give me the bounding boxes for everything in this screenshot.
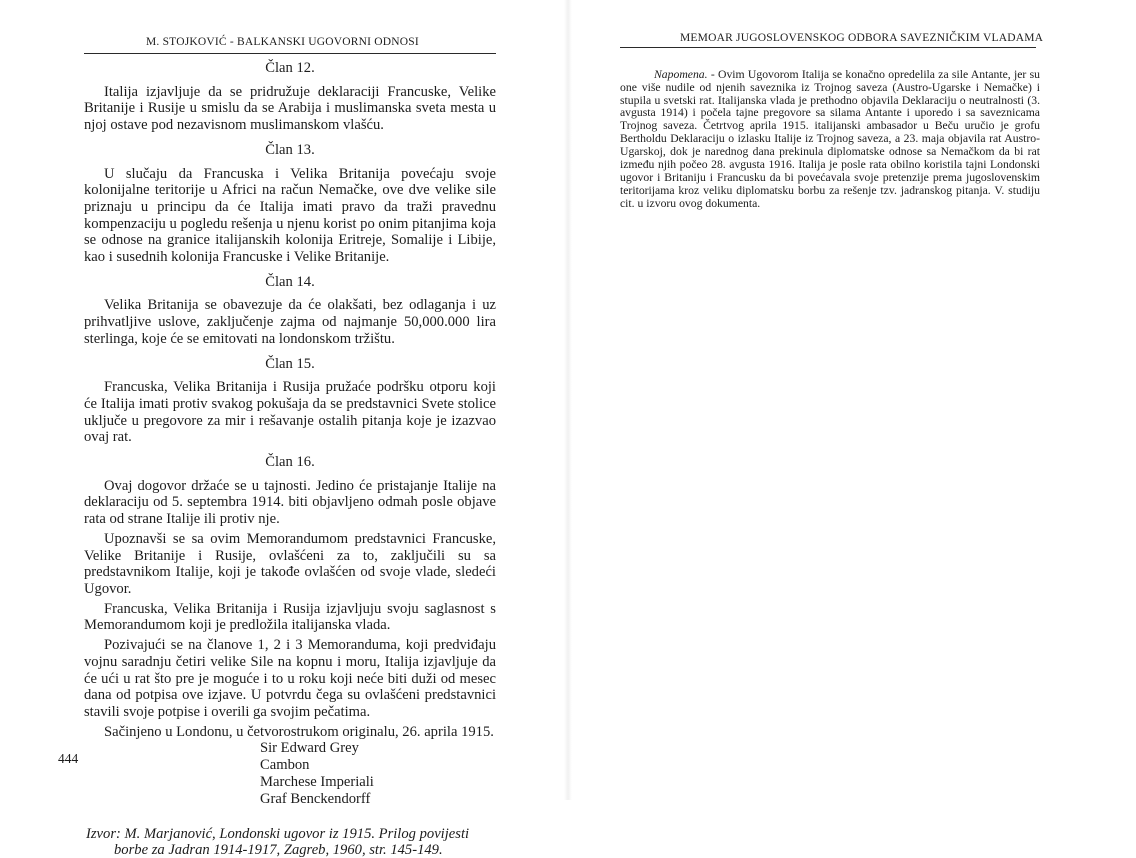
article-paragraph: Ovaj dogovor držaće se u tajnosti. Jedino će pristajanje Italije na deklaraciju od 5. septembra 1914. biti objavljeno odmah posle objave rata od strane Italije ili protiv nje. [84,477,496,528]
signing-date-line: Sačinjeno u Londonu, u četvorostrukom originalu, 26. aprila 1915. [104,723,494,740]
note-text: - Ovim Ugovorom Italija se konačno opredelila za sile Antante, jer su one više nudile od njenih saveznika iz Trojnog saveza (Austro-Ugarske i Nemačke) i stupila u svetski rat. Italijanska vlada je prethodno objavila Deklaraciju o neutralnosti (3. avgusta 1914) i počela tajne pregovore sa silama Antante i uporedo i sa saveznicama Trojnog saveza. Četrtvog aprila 1915. italijanski ambasador u Beču uručio je grofu Bertholdu Deklaraciju o izlasku Italije iz Trojnog saveza, a 23. maja objavila rat Austro-Ugarskoj, dok je narednog dana prekinula diplomatske odnose sa Nemačkom da bi rat između njih počeo 28. avgusta 1916. Italija je posle rata obilno koristila tajni Londonski ugovor i Britaniju i Francusku da bi povećavala svoje pretenzije prema jugoslovenskim teritorijama kroz veliku diplomatsku borbu za rešenje tzv. jadranskog pitanja. V. studiju cit. u izvoru ovog dokumenta. [620,67,1040,210]
note-label: Napomena. [654,67,708,81]
signatory: Marchese Imperiali [260,774,374,791]
article-heading: Član 13. [265,141,315,158]
source-citation: Izvor: M. Marjanović, Londonski ugovor iz 1915. Prilog povijesti borbe za Jadran 1914-1917, Zagreb, 1960, str. 145-149. [86,826,470,858]
signatory: Cambon [260,757,310,774]
signatory: Sir Edward Grey [260,740,359,757]
article-paragraph: Francuska, Velika Britanija i Rusija izjavljuju svoju saglasnost s Memorandumom koji je predložila italijanska vlada. [84,600,496,634]
article-heading: Član 16. [265,454,315,471]
right-running-head: MEMOAR JUGOSLOVENSKOG ODBORA SAVEZNIČKIM VLADAMA [680,32,1044,44]
article-paragraph: Velika Britanija se obavezuje da će olakšati, bez odlaganja i uz prihvatljive uslove, zaključenje zajma od najmanje 50,000.000 lira sterlinga, koje će se emitovati na londonskom tržištu. [84,297,496,347]
right-page [572,0,1136,800]
signatory-list [260,740,496,808]
article-heading: Član 12. [265,60,315,76]
article-paragraph: Italija izjavljuje da se pridružuje deklaraciji Francuske, Velike Britanije i Rusije u smislu da se Arabija i muslimanska sveta mesta u njoj ostave pod nezavisnom muslimanskom vlašću. [84,83,496,134]
left-page [0,0,564,858]
article-paragraph: Upoznavši se sa ovim Memorandumom predstavnici Francuske, Velike Britanije i Rusije, ovlašćeni za to, zaključili su sa predstavnikom Italije, koji je takođe ovlašćen od svoje vlade, sledeći Ugovor. [84,530,496,597]
left-header-rule [84,53,496,54]
article-paragraph: Francuska, Velika Britanija i Rusija pružaće podršku otporu koji će Italija imati protiv svakog pokušaja da se predstavnici Svete stolice uključe u pregovore za mir i rešavanje ostalih pitanja koje je izazvao ovaj rat. [84,379,496,446]
article-paragraph: Pozivajući se na članove 1, 2 i 3 Memoranduma, koji predviđaju vojnu saradnju četiri velike Sile na kopnu i moru, Italija izjavljuje da će ući u rat što pre je moguće i to u roku koji neće biti duži od mesec dana od potpisa ove izjave. U potvrdu čega su ovlašćeni predstavnici stavili svoje potpise i overili ga svojim pečatima. [84,637,496,720]
page-number: 444 [58,751,79,766]
left-page-body [84,60,496,858]
editorial-note [620,69,1040,211]
article-heading: Član 15. [265,355,315,372]
signatory: Graf Benckendorff [260,791,371,808]
left-running-head: M. STOJKOVIĆ - BALKANSKI UGOVORNI ODNOSI [146,36,419,48]
right-header-rule [620,47,1036,48]
article-paragraph: U slučaju da Francuska i Velika Britanija povećaju svoje kolonijalne teritorije u Africi na račun Nemačke, ove dve velike sile priznaju u principu da će Italija imati pravo da traži pravednu kompenzaciju u pogledu rešenja u njenu korist po onim pitanjima koja se odnose na granice italijanskih kolonija Eritreje, Somalije i Libije, kao i susednih kolonija Francuske i Velike Britanije. [84,165,496,266]
book-gutter [564,0,572,800]
article-heading: Član 14. [265,273,315,290]
